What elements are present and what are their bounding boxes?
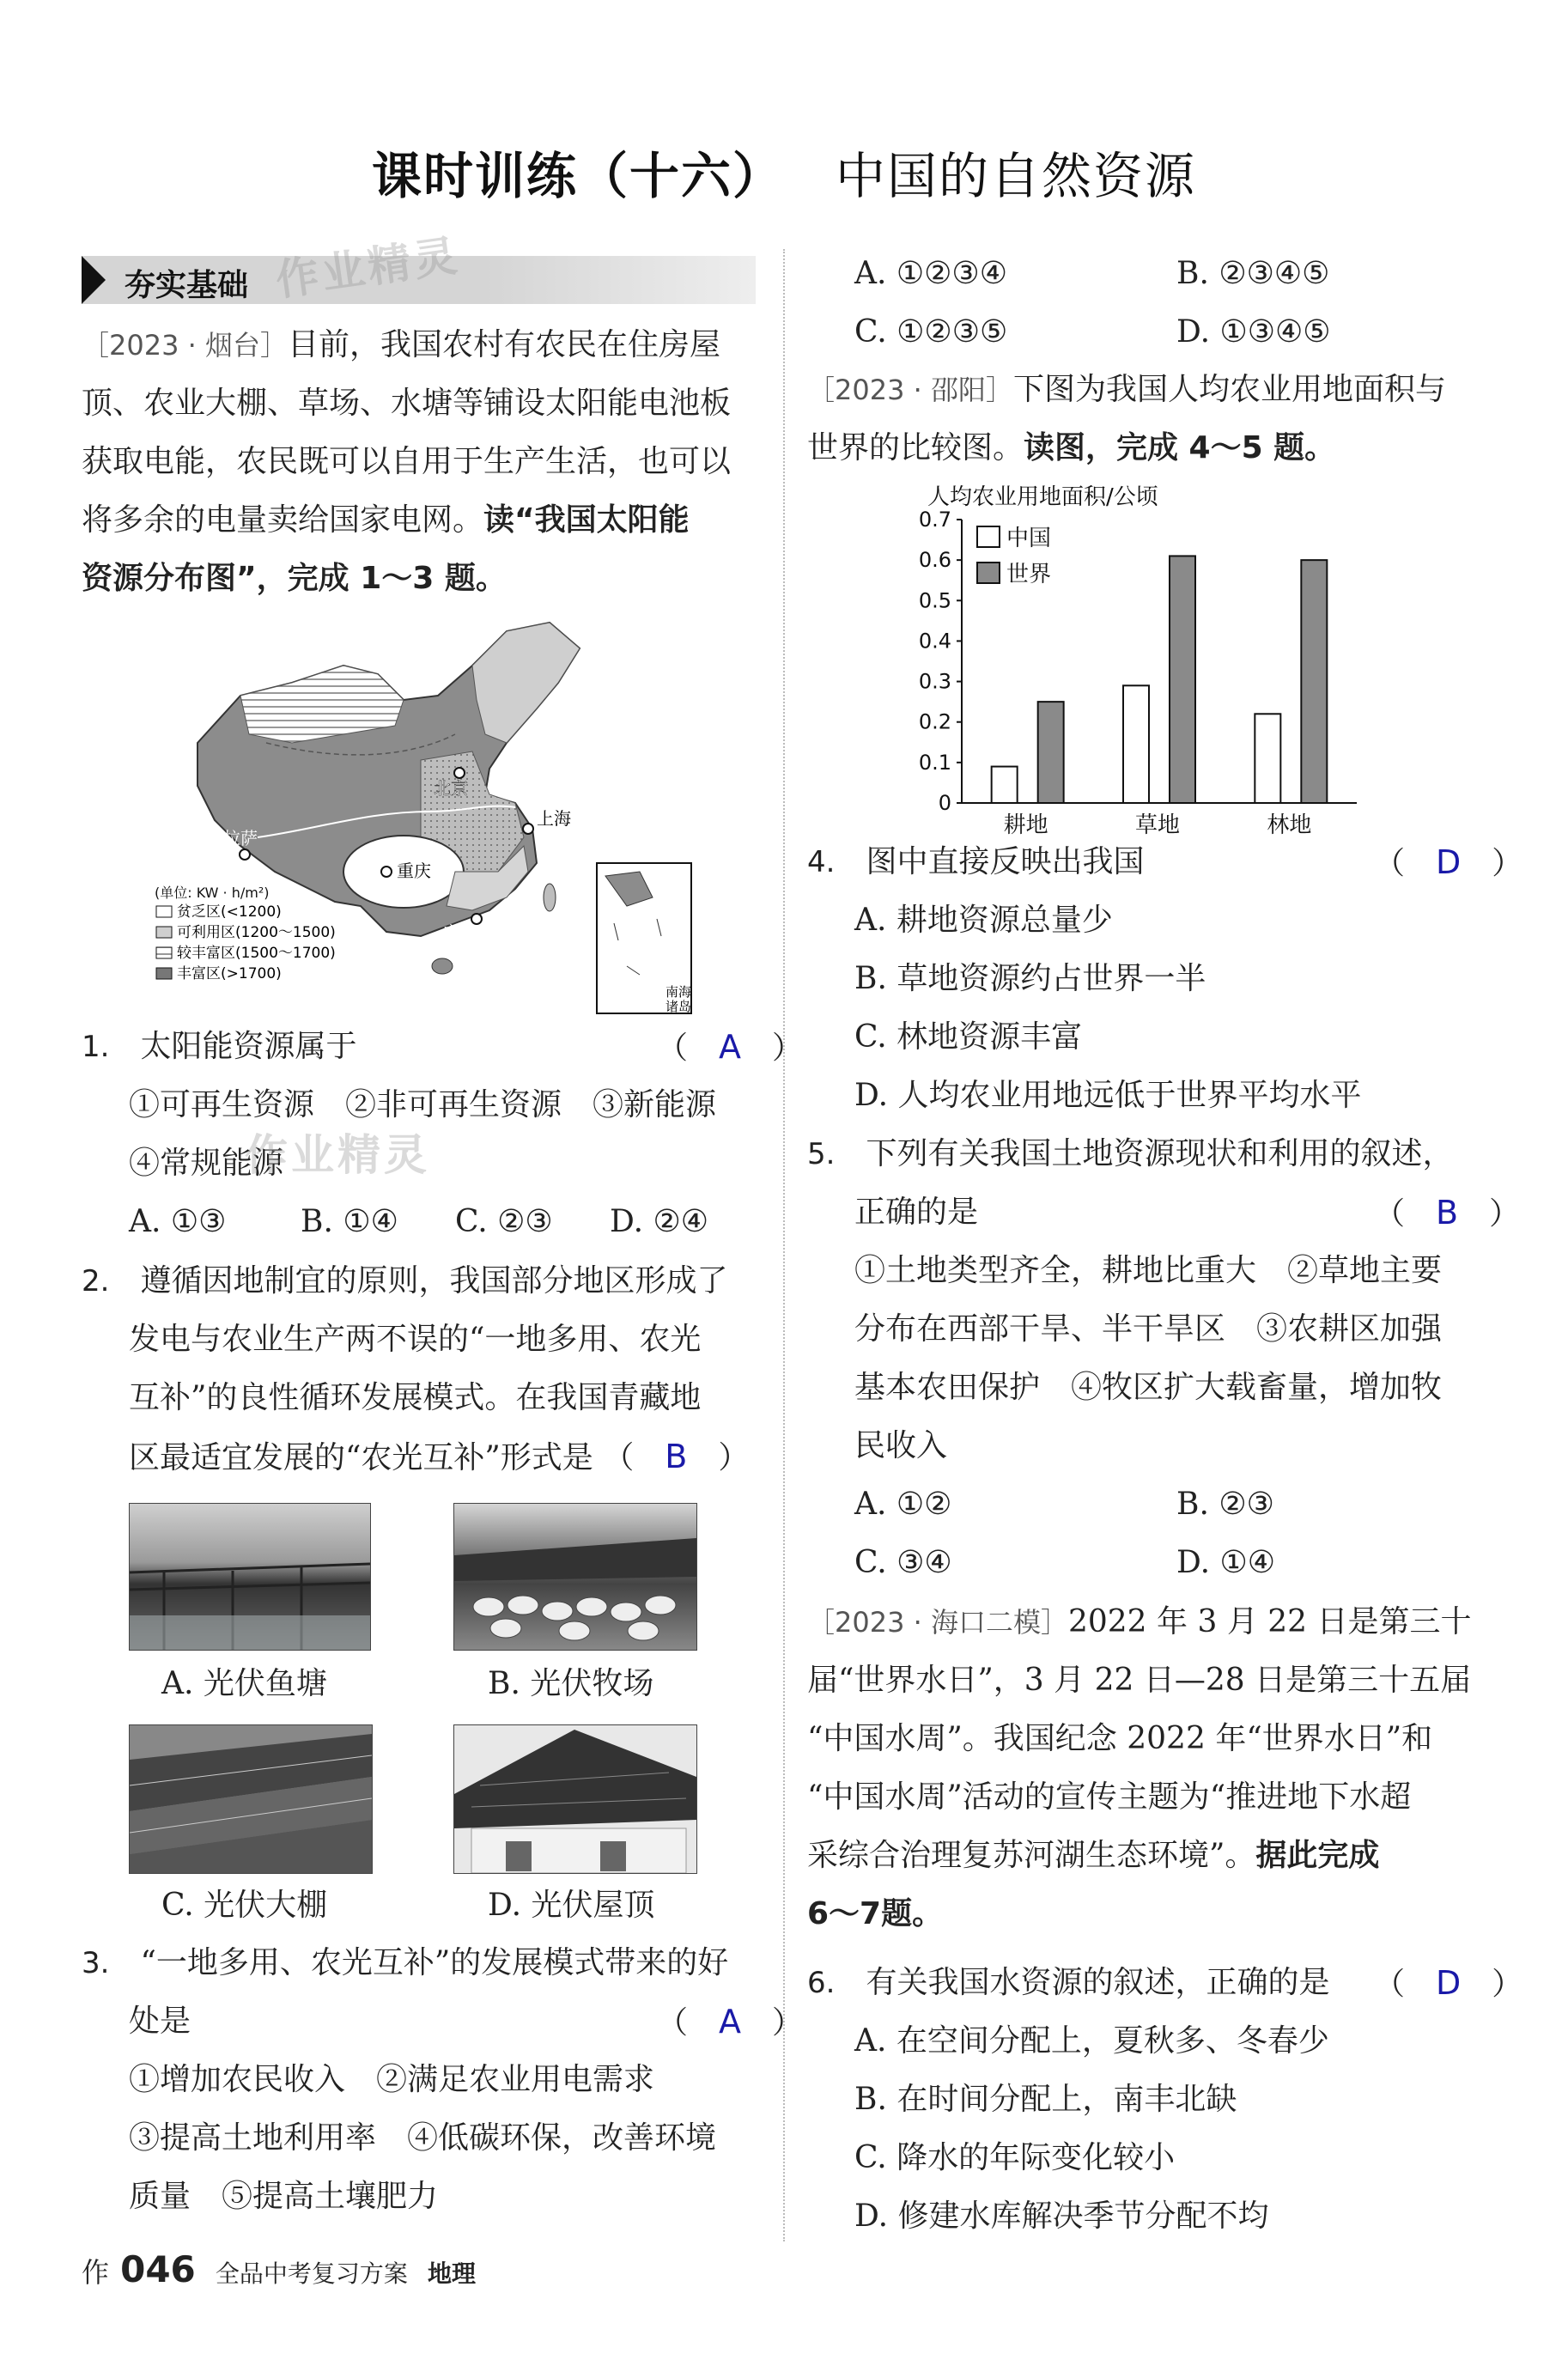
intro1-line: 将多余的电量卖给国家电网。: [82, 502, 484, 538]
intro2-line: 世界的比较图。: [807, 430, 1024, 465]
q1-answer-box: （ A ）: [657, 1028, 804, 1066]
q5-choice: A. ①②: [854, 1487, 952, 1522]
q3-choice: D. ①③④⑤: [1176, 314, 1331, 350]
inset-label: 诸岛: [665, 999, 692, 1014]
q5-options: 分布在西部干旱、半干旱区 ③农耕区加强: [854, 1311, 1443, 1347]
question-3: [82, 1934, 804, 2226]
intro3-line: 采综合治理复苏河湖生态环境”。: [807, 1838, 1256, 1873]
q4-option: B. 草地资源约占世界一半: [854, 961, 1206, 996]
footer: [82, 2248, 476, 2290]
legend-title: (单位: KW · h/m²): [155, 885, 270, 901]
footer-prefix: 作: [82, 2256, 110, 2289]
q5-stem: 正确的是: [854, 1195, 979, 1230]
q1-stem: 太阳能资源属于: [140, 1029, 357, 1064]
q6-stem: 有关我国水资源的叙述，正确的是: [866, 1965, 1330, 2000]
legend-item: 贫乏区(<1200): [177, 903, 282, 921]
intro2-source: ［2023 · 邵阳］: [807, 374, 1013, 406]
intro3-instruction: 6～7题。: [807, 1896, 944, 1931]
q1-answer: A: [719, 1028, 742, 1066]
photo-caption: A. 光伏鱼塘: [161, 1666, 327, 1701]
y-tick-label: 0.2: [918, 709, 951, 734]
question-5: [807, 1125, 1521, 1592]
q2-number: 2.: [82, 1264, 110, 1299]
map-city-label: 拉萨: [223, 828, 258, 848]
page-title: [0, 136, 1568, 208]
intro2-instruction: 读图，完成 4～5 题。: [1024, 430, 1336, 465]
x-tick-label: 耕地: [1003, 812, 1048, 837]
q1-choice: D. ②④: [610, 1204, 709, 1239]
q2-answer-box: （ B ）: [603, 1438, 750, 1475]
q6-number: 6.: [807, 1966, 836, 2000]
x-tick-label: 林地: [1267, 812, 1312, 837]
x-tick-label: 草地: [1134, 812, 1181, 837]
q6-option: C. 降水的年际变化较小: [854, 2140, 1176, 2175]
q1-choice: B. ①④: [301, 1204, 398, 1239]
q4-stem: 图中直接反映出我国: [866, 844, 1145, 879]
book-title: 全品中考复习方案: [215, 2259, 408, 2288]
section-label: 夯实基础: [125, 268, 249, 303]
legend-item: 可利用区(1200～1500): [177, 924, 336, 941]
y-tick-label: 0: [938, 791, 951, 815]
q2-stem: 区最适宜发展的“农光互补”形式是: [129, 1440, 593, 1475]
column-divider: [783, 249, 785, 2241]
intro1-line: 顶、农业大棚、草场、水塘等铺设太阳能电池板: [82, 386, 732, 421]
q3-answer: A: [719, 2003, 742, 2041]
q3-options: ③提高土地利用率 ④低碳环保，改善环境: [129, 2120, 717, 2156]
legend-swatch: [977, 563, 1000, 583]
question-4: [807, 833, 1523, 1125]
inset-label: 南海: [665, 984, 692, 1000]
intro3: [807, 1593, 1546, 1943]
q3-number: 3.: [82, 1946, 110, 1980]
q2-stem: 发电与农业生产两不误的“一地多用、农光: [129, 1322, 702, 1357]
q6-option: B. 在时间分配上，南丰北缺: [854, 2082, 1237, 2117]
intro3-source: ［2023 · 海口二模］: [807, 1606, 1068, 1639]
photo-greenhouse: [129, 1724, 373, 1874]
q6-answer: D: [1436, 1964, 1462, 2002]
q5-answer: B: [1436, 1194, 1459, 1232]
q2-stem: 遵循因地制宜的原则，我国部分地区形成了: [140, 1263, 728, 1299]
q4-answer-box: （ D ）: [1374, 843, 1523, 881]
page-number: 046: [120, 2248, 196, 2290]
bar-世界-草地: [1170, 556, 1195, 803]
question-6: [807, 1954, 1523, 2246]
watermark-top: 作业精灵: [272, 230, 464, 306]
map-city-label: 北京: [434, 778, 468, 799]
q3-stem: 处是: [129, 2004, 191, 2039]
intro1-instruction: 读“我国太阳能: [483, 502, 690, 538]
legend-label: 中国: [1006, 526, 1052, 551]
intro3-line: 届“世界水日”，3 月 22 日—28 日是第三十五届: [807, 1663, 1472, 1698]
q5-options: ①土地类型齐全，耕地比重大 ②草地主要: [854, 1253, 1443, 1288]
solar-map: [146, 614, 696, 1018]
bar-世界-林地: [1301, 560, 1327, 803]
q1-options: ①可再生资源 ②非可再生资源 ③新能源: [129, 1087, 717, 1122]
bar-世界-耕地: [1038, 702, 1064, 803]
y-tick-label: 0.4: [918, 629, 951, 654]
y-tick-label: 0.3: [918, 669, 951, 694]
q3-answer-box: （ A ）: [657, 2003, 804, 2041]
q6-answer-box: （ D ）: [1374, 1964, 1523, 2002]
photo-caption: B. 光伏牧场: [488, 1666, 654, 1701]
q2-stem: 互补”的良性循环发展模式。在我国青藏地: [129, 1380, 702, 1415]
q5-number: 5.: [807, 1137, 836, 1171]
q6-option: D. 修建水库解决季节分配不均: [854, 2199, 1269, 2234]
q3-choice: B. ②③④⑤: [1176, 256, 1330, 291]
q5-answer-box: （ B ）: [1374, 1194, 1521, 1232]
q5-choice: D. ①④: [1176, 1545, 1276, 1580]
q3-choice: A. ①②③④: [854, 256, 1007, 291]
q3-options: ①增加农民收入 ②满足农业用电需求: [129, 2062, 655, 2097]
q1-choice: A. ①③: [129, 1204, 227, 1239]
intro1-line: 目前，我国农村有农民在住房屋: [287, 327, 720, 362]
intro1-line: 资源分布图”，完成 1～3 题。: [82, 561, 507, 596]
q5-choice: B. ②③: [1176, 1487, 1274, 1522]
question-2: [82, 1252, 769, 1487]
y-axis-label: 人均农业用地面积/公顷: [927, 485, 1158, 510]
q3-choice: C. ①②③⑤: [854, 314, 1008, 350]
bar-中国-林地: [1255, 714, 1280, 803]
photo-rooftop: [453, 1724, 697, 1874]
q4-option: C. 林地资源丰富: [854, 1019, 1083, 1055]
intro1: [82, 316, 731, 608]
q4-option: A. 耕地资源总量少: [854, 903, 1113, 938]
y-tick-label: 0.6: [918, 548, 951, 573]
lesson-topic: 中国的自然资源: [836, 147, 1197, 205]
land-chart: [902, 485, 1383, 837]
q5-options: 民收入: [854, 1428, 948, 1463]
photo-fish-pond: [129, 1503, 371, 1651]
photo-pasture: [453, 1503, 697, 1651]
bar-中国-草地: [1123, 685, 1149, 803]
q4-number: 4.: [807, 845, 836, 879]
q3-choices: [854, 245, 1541, 362]
q1-number: 1.: [82, 1030, 110, 1064]
q2-answer: B: [665, 1438, 688, 1475]
legend-item: 较丰富区(1500～1700): [177, 945, 336, 962]
intro1-line: 获取电能，农民既可以自用于生产生活，也可以: [82, 444, 732, 479]
intro3-instruction: 据此完成: [1255, 1838, 1380, 1873]
q4-option: D. 人均农业用地远低于世界平均水平: [854, 1078, 1362, 1113]
photo-caption: C. 光伏大棚: [161, 1888, 328, 1923]
q6-option: A. 在空间分配上，夏秋多、冬春少: [854, 2023, 1329, 2059]
q5-stem: 下列有关我国土地资源现状和利用的叙述，: [866, 1136, 1454, 1171]
q3-options: 质量 ⑤提高土壤肥力: [129, 2179, 439, 2214]
intro2: [807, 361, 1446, 477]
intro2-line: 下图为我国人均农业用地面积与: [1012, 372, 1446, 407]
y-tick-label: 0.7: [918, 508, 951, 532]
y-tick-label: 0.5: [918, 588, 951, 613]
section-arrow-icon: [82, 256, 106, 304]
photo-caption: D. 光伏屋顶: [488, 1888, 655, 1923]
y-tick-label: 0.1: [918, 750, 951, 775]
legend-item: 丰富区(>1700): [177, 965, 282, 982]
q1-choice: C. ②③: [455, 1204, 553, 1239]
q3-stem: “一地多用、农光互补”的发展模式带来的好: [140, 1945, 729, 1980]
q5-options: 基本农田保护 ④牧区扩大载畜量，增加牧: [854, 1370, 1443, 1405]
map-city-label: 重庆: [397, 861, 431, 881]
legend-swatch: [977, 526, 1000, 547]
intro3-line: 2022 年 3 月 22 日是第三十: [1067, 1604, 1472, 1639]
q5-choice: C. ③④: [854, 1545, 952, 1580]
subject-label: 地理: [427, 2259, 476, 2288]
intro3-line: “中国水周”。我国纪念 2022 年“世界水日”和: [807, 1721, 1433, 1756]
lesson-number: 课时训练（十六）: [371, 147, 784, 205]
q4-answer: D: [1436, 843, 1462, 881]
q1-options: ④常规能源: [129, 1146, 284, 1181]
bar-中国-耕地: [992, 767, 1018, 803]
intro1-source: ［2023 · 烟台］: [82, 329, 288, 362]
map-city-label: 广州: [442, 922, 477, 943]
intro3-line: “中国水周”活动的宣传主题为“推进地下水超: [807, 1779, 1412, 1815]
map-city-label: 上海: [537, 808, 571, 829]
watermark-mid: 作业精灵: [245, 1130, 430, 1180]
legend-label: 世界: [1006, 562, 1052, 587]
